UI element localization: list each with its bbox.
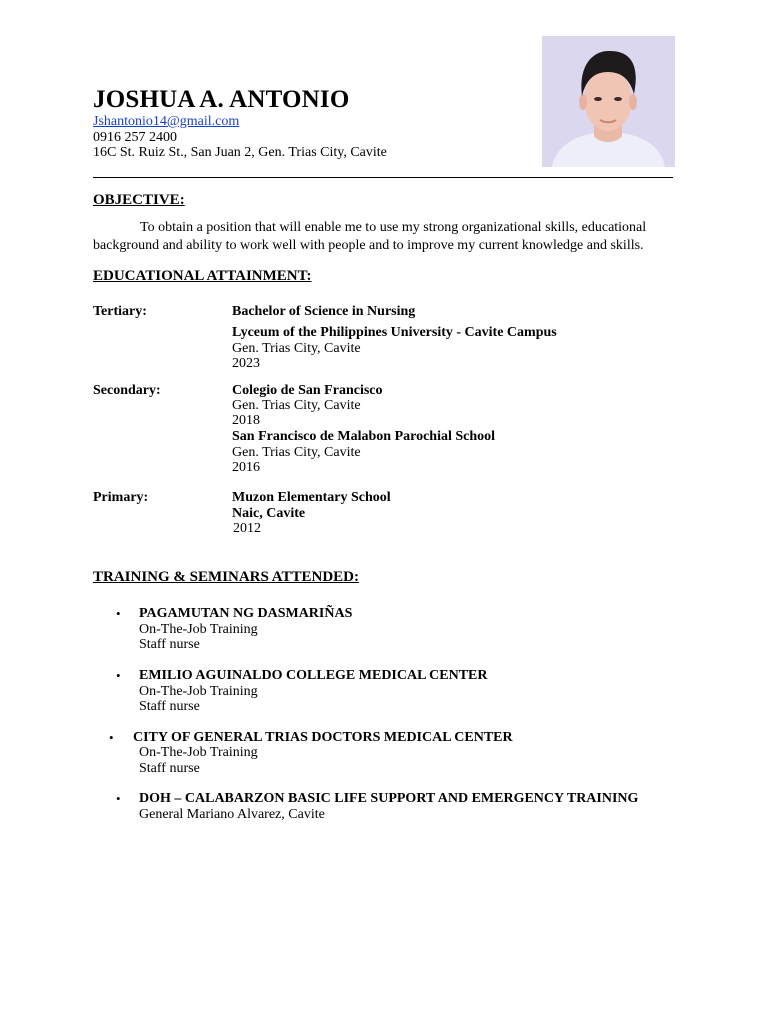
training-detail-2a: On-The-Job Training <box>139 684 258 699</box>
training-title-4: DOH – CALABARZON BASIC LIFE SUPPORT AND EMERGENCY TRAINING <box>139 791 639 806</box>
training-detail-3a: On-The-Job Training <box>139 745 258 760</box>
training-heading: TRAINING & SEMINARS ATTENDED: <box>93 569 360 585</box>
tertiary-year: 2023 <box>232 356 260 371</box>
training-title-2: EMILIO AGUINALDO COLLEGE MEDICAL CENTER <box>139 668 488 683</box>
tertiary-school: Lyceum of the Philippines University - Cavite Campus <box>232 325 557 340</box>
tertiary-label: Tertiary: <box>93 304 147 319</box>
secondary-location-2: Gen. Trias City, Cavite <box>232 445 361 460</box>
applicant-name: JOSHUA A. ANTONIO <box>93 86 350 113</box>
primary-location: Naic, Cavite <box>232 506 306 521</box>
objective-heading: OBJECTIVE: <box>93 192 185 208</box>
tertiary-degree: Bachelor of Science in Nursing <box>232 304 416 319</box>
training-detail-2b: Staff nurse <box>139 699 200 714</box>
profile-photo <box>542 36 675 167</box>
secondary-location-1: Gen. Trias City, Cavite <box>232 398 361 413</box>
primary-school: Muzon Elementary School <box>232 490 391 505</box>
phone-number: 0916 257 2400 <box>93 130 177 145</box>
primary-year: 2012 <box>233 521 261 536</box>
home-address: 16C St. Ruiz St., San Juan 2, Gen. Trias City, Cavite <box>93 145 387 160</box>
secondary-label: Secondary: <box>93 383 161 398</box>
bullet-icon: • <box>116 668 121 683</box>
education-heading: EDUCATIONAL ATTAINMENT: <box>93 268 312 284</box>
training-detail-3b: Staff nurse <box>139 761 200 776</box>
bullet-icon: • <box>116 791 121 806</box>
bullet-icon: • <box>116 606 121 621</box>
training-title-3: CITY OF GENERAL TRIAS DOCTORS MEDICAL CENTER <box>133 730 513 745</box>
training-detail-1a: On-The-Job Training <box>139 622 258 637</box>
secondary-year-2: 2016 <box>232 460 260 475</box>
secondary-school-1: Colegio de San Francisco <box>232 383 383 398</box>
training-detail-4a: General Mariano Alvarez, Cavite <box>139 807 325 822</box>
training-detail-1b: Staff nurse <box>139 637 200 652</box>
training-title-1: PAGAMUTAN NG DASMARIÑAS <box>139 606 353 621</box>
secondary-school-2: San Francisco de Malabon Parochial School <box>232 429 496 444</box>
secondary-year-1: 2018 <box>232 413 260 428</box>
primary-label: Primary: <box>93 490 149 505</box>
email-link[interactable]: Jshantonio14@gmail.com <box>93 114 240 129</box>
person-portrait-icon <box>542 36 675 167</box>
objective-text: To obtain a position that will enable me to use my strong organizational skills, educational background and ability to work well with people and to improve my current knowledge and skills. <box>93 220 647 253</box>
tertiary-location: Gen. Trias City, Cavite <box>232 341 361 356</box>
header-divider <box>93 177 673 178</box>
bullet-icon: • <box>109 730 114 745</box>
